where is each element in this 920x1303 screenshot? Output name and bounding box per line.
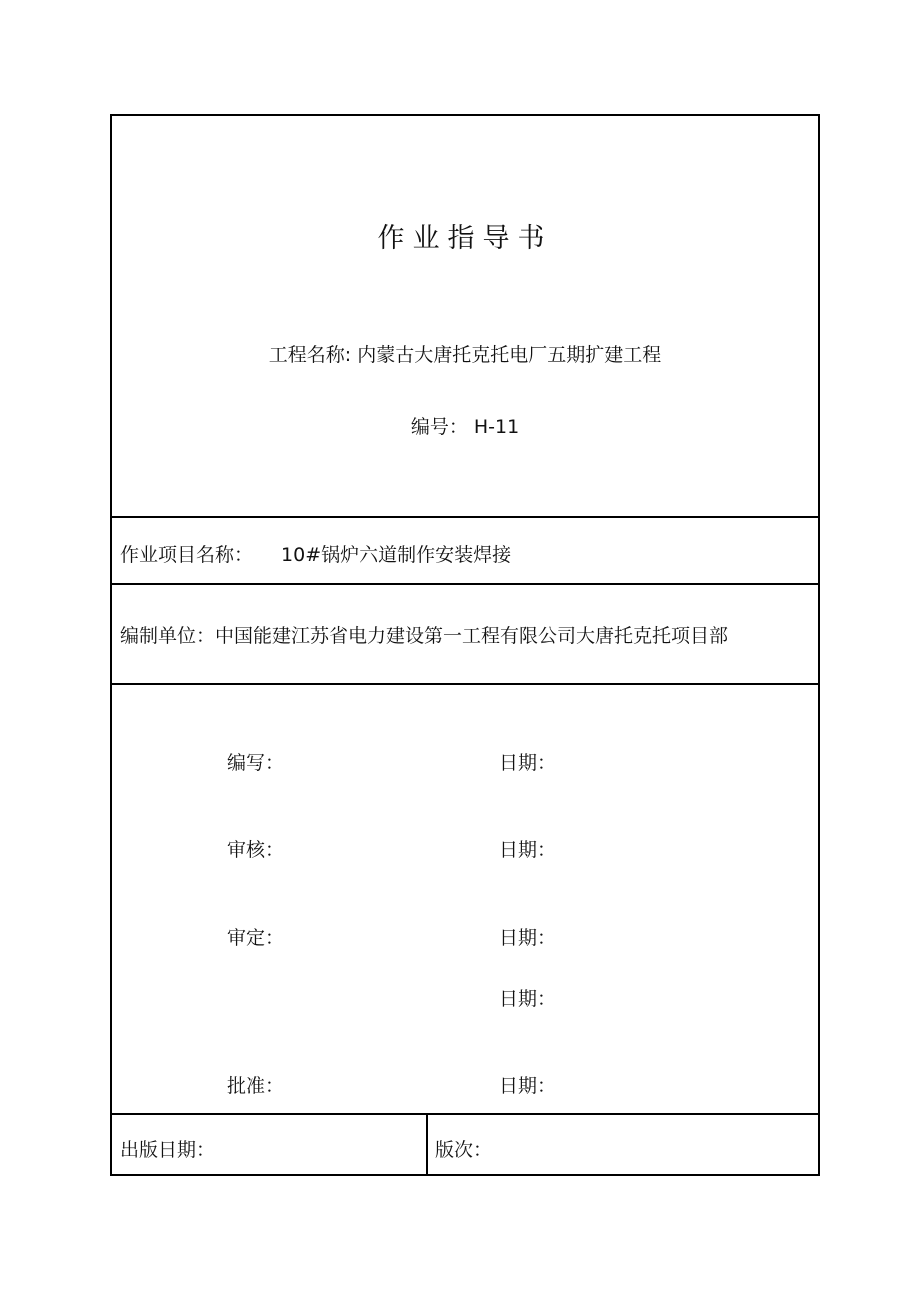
document-code: 编号： H-11 xyxy=(410,416,520,438)
approved-check-label: 审定： xyxy=(227,927,285,949)
footer-row xyxy=(112,1115,818,1174)
publish-date-label: 出版日期： xyxy=(120,1139,216,1161)
version-label: 版次： xyxy=(435,1139,493,1161)
approved-check-date-label: 日期： xyxy=(499,927,557,949)
work-item-row xyxy=(112,518,818,585)
extra-date-label: 日期： xyxy=(499,988,557,1010)
prepared-by-label: 编写： xyxy=(227,752,285,774)
authorized-date-label: 日期： xyxy=(499,1075,557,1097)
work-item-value: 10#锅炉六道制作安装焊接 xyxy=(281,544,512,566)
cover-section xyxy=(112,116,818,518)
authorized-by-label: 批准： xyxy=(227,1075,285,1097)
project-name: 工程名称: 内蒙古大唐托克托电厂五期扩建工程 xyxy=(268,344,662,366)
reviewed-by-label: 审核： xyxy=(227,839,285,861)
compiling-unit-text: 编制单位：中国能建江苏省电力建设第一工程有限公司大唐托克托项目部 xyxy=(120,625,729,647)
document-form xyxy=(110,114,820,1176)
prepared-date-label: 日期： xyxy=(499,752,557,774)
document-title: 作业指导书 xyxy=(377,223,553,254)
signature-section xyxy=(112,685,818,1115)
work-item-field xyxy=(120,540,511,567)
footer-divider xyxy=(426,1115,428,1174)
work-item-label: 作业项目名称： xyxy=(120,544,254,566)
compiling-unit-row xyxy=(112,585,818,685)
reviewed-date-label: 日期： xyxy=(499,839,557,861)
